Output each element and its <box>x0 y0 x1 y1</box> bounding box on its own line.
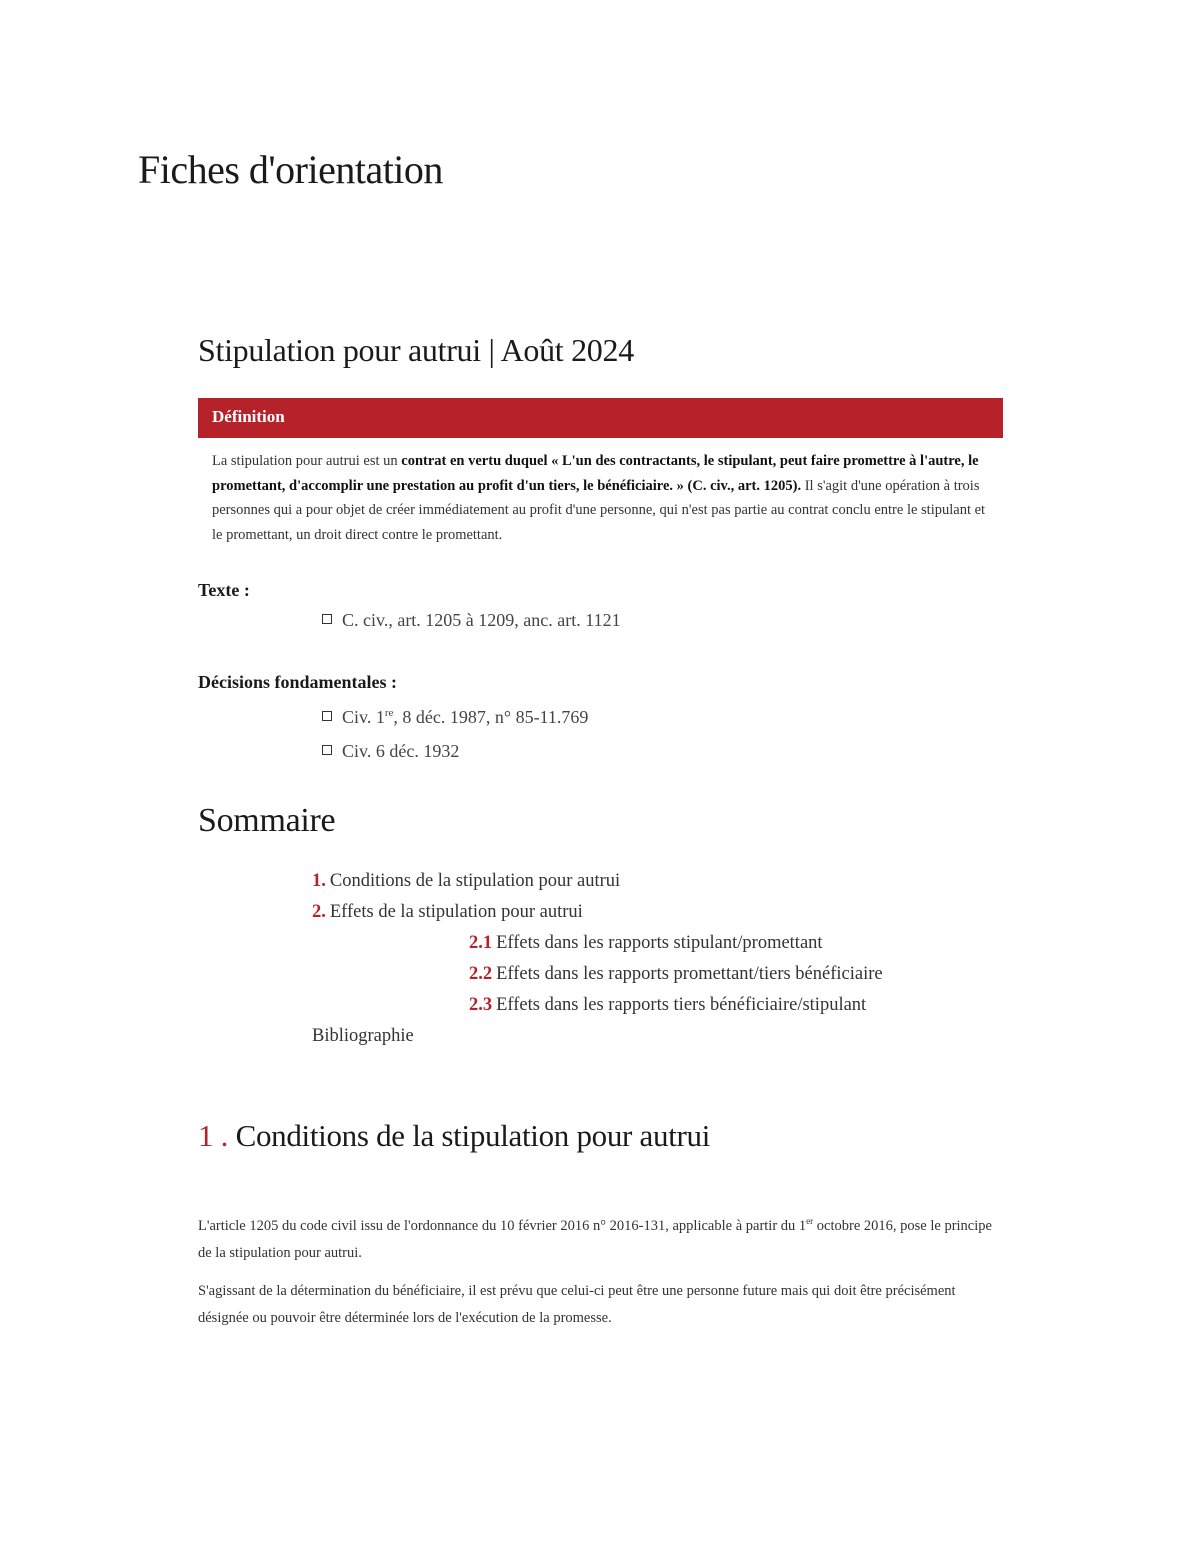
decision-item-post: , 8 déc. 1987, n° 85-11.769 <box>393 707 589 727</box>
definition-header <box>198 398 1003 438</box>
toc-bibliography[interactable]: Bibliographie <box>312 1026 414 1046</box>
decision-item <box>322 707 588 728</box>
toc-item-label: Conditions de la stipulation pour autrui <box>329 871 621 891</box>
texte-item <box>322 610 621 631</box>
decision-item-sup: re <box>384 707 394 719</box>
toc-item[interactable] <box>469 933 823 954</box>
toc-item-number: 2.3 <box>469 995 493 1015</box>
decision-item-pre: Civ. 1 <box>342 707 385 727</box>
page-title: Fiches d'orientation <box>138 147 443 192</box>
square-bullet-icon <box>322 711 332 721</box>
toc-item-number: 1. <box>312 871 326 891</box>
toc-item-number: 2.1 <box>469 933 493 953</box>
body-paragraph: S'agissant de la détermination du bénéficiaire, il est prévu que celui-ci peut être une personne future mais qui doit être précisément désignée ou pouvoir être déterminée lors de l'exécution de la promesse. <box>198 1283 956 1326</box>
square-bullet-icon <box>322 614 332 624</box>
definition-text-bold: contrat en vertu duquel « L'un des contractants, le stipulant, peut faire promettre à l'autre, le promettant, d'accomplir une prestation au profit d'un tiers, le bénéficiaire. » (C. civ., art. 1205). <box>212 453 979 494</box>
section-heading <box>198 1118 710 1154</box>
definition-label: Définition <box>212 407 285 426</box>
body-paragraph-post: octobre 2016, pose le principe de la stipulation pour autrui. <box>198 1217 992 1261</box>
toc-item[interactable] <box>312 902 583 923</box>
toc-item[interactable] <box>469 995 866 1016</box>
toc-item-label: Effets dans les rapports stipulant/promettant <box>496 933 823 953</box>
body-paragraph-sup: er <box>806 1216 814 1226</box>
toc-item-label: Effets dans les rapports promettant/tiers bénéficiaire <box>496 964 883 984</box>
toc-item-label: Effets de la stipulation pour autrui <box>329 902 583 922</box>
decisions-label: Décisions fondamentales : <box>198 672 397 692</box>
toc-item-number: 2. <box>312 902 326 922</box>
texte-item-label: C. civ., art. 1205 à 1209, anc. art. 1121 <box>342 610 621 630</box>
definition-text-rest: Il s'agit d'une opération à trois personnes qui a pour objet de créer immédiatement au profit d'une personne, qui n'est pas partie au contrat conclu entre le stipulant et le promettant, un droit direct contre le promettant. <box>212 477 986 543</box>
square-bullet-icon <box>322 745 332 755</box>
decision-item-label: Civ. 6 déc. 1932 <box>342 741 460 761</box>
toc-item[interactable] <box>312 871 620 892</box>
section-number: 1 . <box>198 1118 229 1153</box>
body-paragraph-pre: L'article 1205 du code civil issu de l'ordonnance du 10 février 2016 n° 2016-131, applicable à partir du 1 <box>198 1217 807 1234</box>
toc-item-label: Effets dans les rapports tiers bénéficiaire/stipulant <box>496 995 867 1015</box>
definition-text <box>212 449 992 547</box>
section-title: Conditions de la stipulation pour autrui <box>235 1118 711 1153</box>
document-title: Stipulation pour autrui | Août 2024 <box>198 332 634 368</box>
decision-item <box>322 741 459 762</box>
body-paragraph <box>198 1208 993 1267</box>
toc-item[interactable] <box>469 964 883 985</box>
definition-text-intro: La stipulation pour autrui est un <box>212 453 402 469</box>
toc-item-number: 2.2 <box>469 964 493 984</box>
sommaire-title: Sommaire <box>198 802 336 839</box>
texte-label: Texte : <box>198 580 250 600</box>
